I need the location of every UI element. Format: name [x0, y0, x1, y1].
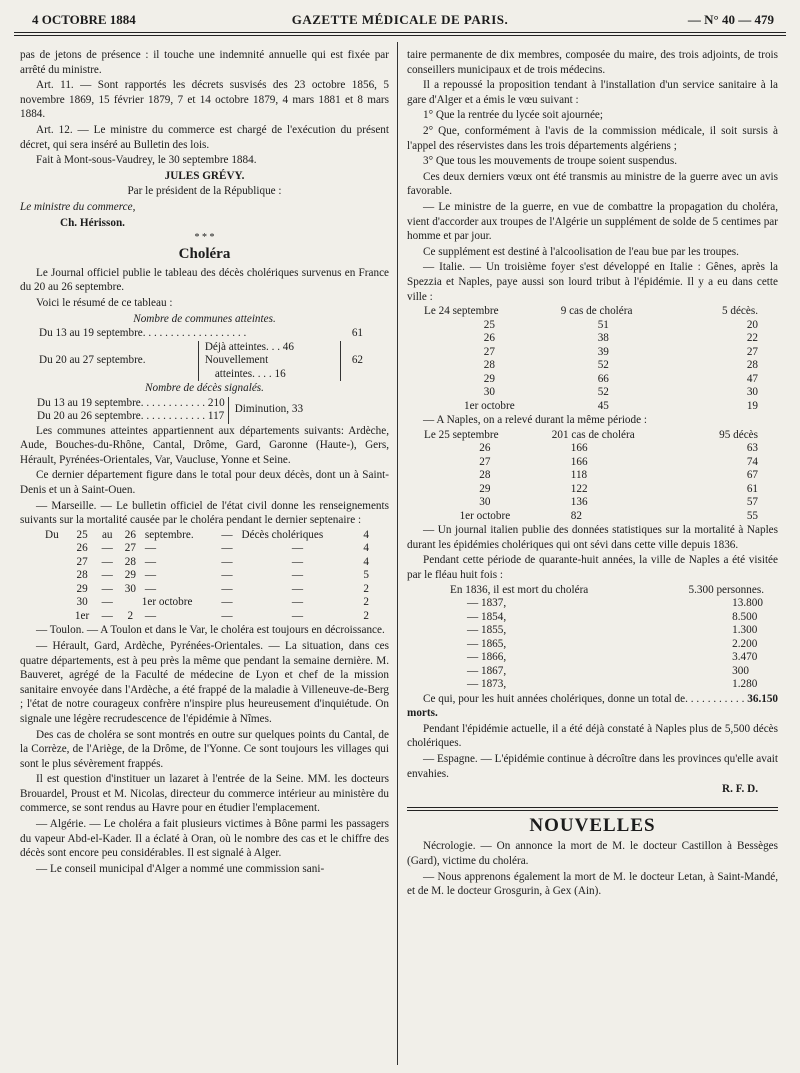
- table-row: 28 — 29 — — — 5: [42, 569, 372, 583]
- table-cell: 47: [746, 372, 758, 385]
- signature-president: JULES GRÉVY.: [164, 169, 245, 182]
- table-cell: 28: [124, 555, 136, 568]
- table-row: [421, 496, 761, 510]
- table-cell: 55: [746, 509, 758, 522]
- paragraph: — Le ministre de la guerre, en vue de combattre la propagation du choléra, vient d'accorder aux troupes de l'Algérie un supplément de solde de 5 centimes par homme et par jour.: [407, 200, 778, 243]
- table-cell: 95 décès: [719, 428, 758, 441]
- naples-history-table: [447, 584, 767, 692]
- table-cell: — 1837,: [467, 597, 507, 610]
- paragraph: Les communes atteintes appartiennent aux départements suivants: Ardèche, Aude, Bouches-du-Rhône, Cantal, Drôme, Gard, Garonne (Haute-), Gers, Hérault, Pyrénées-Orientales, Var, Vaucluse, Yonne et Seine.: [20, 424, 389, 466]
- table-cell: 26: [479, 442, 491, 455]
- header-issue-number: — N° 40 — 479: [687, 12, 774, 27]
- table-row: [421, 442, 761, 456]
- paragraph: Pendant cette période de quarante-huit années, la ville de Naples a été visitée par le fléau huit fois :: [407, 554, 778, 581]
- table-cell: 39: [597, 345, 609, 358]
- list-item: 1° Que la rentrée du lycée soit ajournée;: [423, 109, 603, 122]
- table-cell: 29: [483, 372, 495, 385]
- total-line: [407, 692, 778, 721]
- table-row: [447, 584, 767, 598]
- communes-table: [36, 327, 366, 381]
- table-cell: 27: [124, 542, 136, 555]
- table-row: [447, 678, 767, 692]
- naples-paragraph: — A Naples, on a relevé durant la même période :: [423, 414, 647, 427]
- table-row: 1er — 2 — — — 2: [42, 610, 372, 624]
- table-cell: 27: [76, 555, 88, 568]
- section-title-nouvelles: NOUVELLES: [529, 814, 656, 836]
- page-header: [14, 12, 786, 34]
- section-separator-stars: * * *: [194, 232, 215, 244]
- table-cell: 29: [124, 569, 136, 582]
- table-row: 30 — 1er octobre — — 2: [42, 596, 372, 610]
- table-cell: 22: [746, 332, 758, 345]
- table-cell: 28: [746, 359, 758, 372]
- table-cell: 166: [570, 455, 588, 468]
- deces-table: [34, 397, 306, 424]
- table-row: [421, 373, 761, 387]
- table-cell: 1er octobre: [141, 596, 193, 609]
- table-row: [421, 400, 761, 414]
- table-row: [447, 611, 767, 625]
- table-cell: 26: [483, 332, 495, 345]
- paragraph: Des cas de choléra se sont montrés en outre sur quelques points du Cantal, de la Corrèze, de l'Ariège, de la Drôme, de l'Yonne. Ce sont toujours les villages qui sont le plus sévèrement frappés.: [20, 728, 389, 770]
- table-cell: 1er octobre: [464, 399, 515, 412]
- table-cell: 30: [746, 386, 758, 399]
- table-cell: — 1865,: [467, 637, 507, 650]
- list-item: 2° Que, conformément à l'avis de la commission médicale, il soit sursis à l'appel des réservistes dans les trois départements algériens ;: [407, 124, 778, 152]
- column-divider: [397, 42, 398, 1065]
- table-row: [447, 624, 767, 638]
- paragraph: Le Journal officiel publie le tableau des décès cholériques survenus en France du 20 au 26 septembre.: [20, 266, 389, 294]
- table-cell: 28: [76, 569, 88, 582]
- table-cell: 61: [351, 327, 363, 340]
- table-cell: 26: [76, 542, 88, 555]
- table-cell: 13.800: [732, 597, 763, 610]
- genes-table: [421, 305, 761, 413]
- table-cell: 1.280: [732, 678, 758, 691]
- table-cell: 4: [363, 528, 369, 541]
- table-cell: 61: [746, 482, 758, 495]
- table-cell: 62: [341, 341, 366, 382]
- toulon-paragraph: — Toulon. — A Toulon et dans le Var, le choléra est toujours en décroissance.: [36, 624, 385, 637]
- table-cell: 82: [570, 509, 582, 522]
- table-row: [421, 386, 761, 400]
- section-rule: [407, 807, 778, 811]
- table-cell: 1.300: [732, 624, 758, 637]
- paragraph: — Un journal italien publie des données statistiques sur la mortalité à Naples durant les épidémies cholériques qui ont sévi dans cette ville depuis 1836.: [407, 524, 778, 551]
- paragraph: Ce dernier département figure dans le total pour deux décès, dont un à Saint-Denis et un à Saint-Ouen.: [20, 469, 389, 497]
- table-cell: 4: [363, 555, 369, 568]
- table-cell: 38: [597, 332, 609, 345]
- table-cell: 2: [127, 609, 134, 622]
- deces-heading: Nombre de décès signalés.: [145, 382, 264, 395]
- left-column: [20, 48, 389, 877]
- table-row: [421, 483, 761, 497]
- table-cell: 5 décès.: [721, 305, 758, 318]
- table-cell: En 1836, il est mort du choléra: [450, 583, 589, 596]
- minister-title: Le ministre du commerce,: [20, 200, 136, 213]
- table-cell: 28: [483, 359, 495, 372]
- table-row: [421, 319, 761, 333]
- marseille-table: [42, 529, 372, 624]
- table-cell: — 1867,: [467, 664, 507, 677]
- header-journal-title: GAZETTE MÉDICALE DE PARIS.: [291, 12, 509, 27]
- paragraph: Il a repoussé la proposition tendant à l'installation d'un service sanitaire à la gare d'Alger et a émis le vœu suivant :: [407, 79, 778, 106]
- table-cell: 66: [597, 372, 609, 385]
- section-title-cholera: Choléra: [178, 246, 231, 263]
- table-cell: 136: [570, 496, 588, 509]
- table-cell: Décès cholériques: [241, 528, 324, 541]
- signature-minister: Ch. Hérisson.: [60, 216, 125, 229]
- table-row: [421, 305, 761, 319]
- table-cell: 26: [124, 528, 136, 541]
- table-cell: 2: [363, 609, 369, 622]
- decree-place-date: Fait à Mont-sous-Vaudrey, le 30 septembre 1884.: [36, 154, 257, 167]
- algerie-paragraph: — Algérie. — Le choléra a fait plusieurs victimes à Bône parmi les passagers du vapeur Abd-el-Kader. Il a éclaté à Oran, où le nombre des cas et le chiffre des décès sont encore peu considérables. Il est signalé à Alger.: [20, 818, 389, 860]
- table-cell: Du 20 au 26 septembre. . . . . . . . . . . . 117: [37, 410, 225, 423]
- table-row: 27 — 28 — — — 4: [42, 556, 372, 570]
- table-cell: 201 cas de choléra: [551, 428, 635, 441]
- naples-table: [421, 429, 761, 524]
- table-cell: 19: [746, 399, 758, 412]
- list-item: 3° Que tous les mouvements de troupe soient suspendus.: [423, 155, 677, 168]
- table-subcell: Déjà atteintes. . . 46: [204, 340, 294, 353]
- table-cell: Du 20 au 27 septembre.: [39, 354, 146, 367]
- table-cell: 52: [597, 386, 609, 399]
- table-cell: Diminution, 33: [228, 397, 306, 424]
- table-cell: 2: [363, 582, 369, 595]
- table-cell: 63: [746, 442, 758, 455]
- table-cell: 29: [76, 582, 88, 595]
- paragraph: Ces deux derniers vœux ont été transmis au ministre de la guerre avec un avis favorable.: [407, 170, 778, 198]
- table-row: [36, 327, 366, 341]
- table-cell: 27: [483, 345, 495, 358]
- table-cell: 1er: [74, 609, 90, 622]
- paragraph: — Le conseil municipal d'Alger a nommé une commission sani-: [36, 862, 325, 875]
- paragraph: Voici le résumé de ce tableau :: [36, 296, 173, 309]
- table-cell: 57: [746, 496, 758, 509]
- table-row: [421, 469, 761, 483]
- table-cell: 67: [746, 469, 758, 482]
- table-row: [421, 332, 761, 346]
- table-cell: 118: [570, 469, 588, 482]
- table-row: [421, 429, 761, 443]
- table-cell: 74: [746, 455, 758, 468]
- table-cell: 27: [479, 455, 491, 468]
- table-cell: 30: [124, 582, 136, 595]
- table-row: [42, 529, 372, 543]
- table-cell: septembre.: [144, 528, 194, 541]
- total-value: 36.150 morts.: [407, 692, 779, 720]
- paragraph: — Nous apprenons également la mort de M. le docteur Letan, à Saint-Mandé, et de M. le docteur Grosgurin, à Gex (Ain).: [407, 870, 778, 898]
- table-cell: 30: [479, 496, 491, 509]
- paragraph: Ce supplément est destiné à l'alcoolisation de l'eau bue par les troupes.: [423, 245, 739, 258]
- table-row: [36, 341, 366, 382]
- table-row: [421, 346, 761, 360]
- table-cell: 25: [76, 528, 88, 541]
- table-cell: —: [221, 528, 233, 541]
- header-date: 4 OCTOBRE 1884: [32, 12, 136, 27]
- table-cell: — 1873,: [467, 678, 507, 691]
- table-cell: 30: [483, 386, 495, 399]
- table-cell: Le 25 septembre: [424, 428, 499, 441]
- article-12: Art. 12. — Le ministre du commerce est chargé de l'exécution du présent décret, qui sera inséré au Bulletin des lois.: [20, 123, 389, 151]
- table-cell: au: [101, 528, 113, 541]
- communes-heading: Nombre de communes atteintes.: [133, 312, 276, 325]
- table-cell: 1er octobre: [459, 509, 511, 522]
- table-row: [421, 359, 761, 373]
- table-cell: — 1866,: [467, 651, 507, 664]
- table-cell: 30: [76, 596, 88, 609]
- table-row: 29 — 30 — — — 2: [42, 583, 372, 597]
- table-cell: 27: [746, 345, 758, 358]
- paragraph: pas de jetons de présence : il touche une indemnité annuelle qui est fixée par arrêté du ministre.: [20, 49, 389, 76]
- table-cell: 166: [570, 442, 588, 455]
- table-cell: Le 24 septembre: [424, 305, 499, 318]
- table-cell: 29: [479, 482, 491, 495]
- table-cell: 25: [483, 318, 495, 331]
- table-row: 26 — 27 — — — 4: [42, 542, 372, 556]
- author-initials: R. F. D.: [722, 783, 758, 796]
- table-cell: [198, 341, 340, 382]
- table-row: [34, 397, 306, 411]
- table-subcell: Nouvellement: [204, 354, 269, 367]
- table-row: [421, 510, 761, 524]
- paragraph: Il est question d'instituer un lazaret à l'entrée de la Seine. MM. les docteurs Brouardel, Proust et M. Nicolas, directeur du commerce intérieur au ministère du commerce, se sont rendus au Havre pour en étudier l'emplacement.: [20, 773, 389, 815]
- table-cell: 2.200: [732, 637, 758, 650]
- table-row: [447, 638, 767, 652]
- table-subcell: atteintes. . . . 16: [214, 367, 286, 380]
- table-cell: 9 cas de choléra: [560, 305, 633, 318]
- table-row: [447, 651, 767, 665]
- article-11: Art. 11. — Sont rapportés les décrets susvisés des 23 octobre 1856, 5 novembre 1869, 15 février 1879, 7 et 14 octobre 1879, 4 mars 1881 et 8 mars 1884.: [20, 79, 389, 121]
- paragraph: taire permanente de dix membres, composée du maire, des trois adjoints, de trois conseillers municipaux et de trois médecins.: [407, 49, 778, 76]
- right-column: [407, 48, 778, 900]
- table-cell: 3.470: [732, 651, 758, 664]
- marseille-paragraph: — Marseille. — Le bulletin officiel de l'état civil donne les renseignements suivants sur la mortalité causée par le choléra pendant le dernier septenaire :: [20, 499, 389, 527]
- table-cell: — 1855,: [467, 624, 507, 637]
- necrologie-paragraph: Nécrologie. — On annonce la mort de M. le docteur Castillon à Bessèges (Gard), victime du choléra.: [407, 840, 778, 867]
- table-cell: 51: [597, 318, 609, 331]
- table-cell: Du: [45, 528, 59, 541]
- table-cell: 5: [363, 569, 369, 582]
- table-cell: 28: [479, 469, 491, 482]
- table-cell: 2: [363, 596, 369, 609]
- herault-paragraph: — Hérault, Gard, Ardèche, Pyrénées-Orientales. — La situation, dans ces quatre départements, est à peu près la même que pendant la semaine dernière. M. Bauveret, agrégé de la Faculté de médecine de Lyon et chef de la mission sanitaire envoyée dans l'Ardèche, a été frappé de la maladie à Villeneuve-de-Berg ; l'état de notre courageux confrère n'inspire plus heureusement d'inquiétude. On signale une légère recrudescence de l'épidémie à Nîmes.: [20, 639, 389, 725]
- paragraph: Par le président de la République :: [127, 185, 282, 198]
- table-cell: Du 13 au 19 septembre. . . . . . . . . . . . 210: [37, 396, 225, 409]
- paragraph: Pendant l'épidémie actuelle, il a été déjà constaté à Naples plus de 5,500 décès cholériques.: [407, 722, 778, 750]
- table-cell: — 1854,: [467, 610, 507, 623]
- total-label: Ce qui, pour les huit années cholériques, donne un total de. . . . . . . . . . .: [423, 692, 745, 705]
- italie-paragraph: — Italie. — Un troisième foyer s'est développé en Italie : Gênes, après la Spezzia et Naples, paye aussi son lourd tribut à l'épidémie. Il y a eu dans cette ville :: [407, 261, 778, 303]
- table-row: [421, 456, 761, 470]
- espagne-paragraph: — Espagne. — L'épidémie continue à décroître dans les provinces qu'elle avait envahies.: [407, 752, 778, 780]
- header-rule: [14, 32, 786, 36]
- table-cell: 8.500: [732, 610, 758, 623]
- table-cell: Du 13 au 19 septembre. . . . . . . . . . . . . . . . . . .: [39, 327, 247, 340]
- table-cell: 4: [363, 542, 369, 555]
- table-cell: 45: [597, 399, 609, 412]
- table-cell: 52: [597, 359, 609, 372]
- table-cell: 300: [732, 664, 749, 677]
- table-cell: 122: [570, 482, 588, 495]
- table-row: [447, 665, 767, 679]
- table-cell: 5.300 personnes.: [688, 583, 764, 596]
- table-row: [447, 597, 767, 611]
- table-cell: 20: [746, 318, 758, 331]
